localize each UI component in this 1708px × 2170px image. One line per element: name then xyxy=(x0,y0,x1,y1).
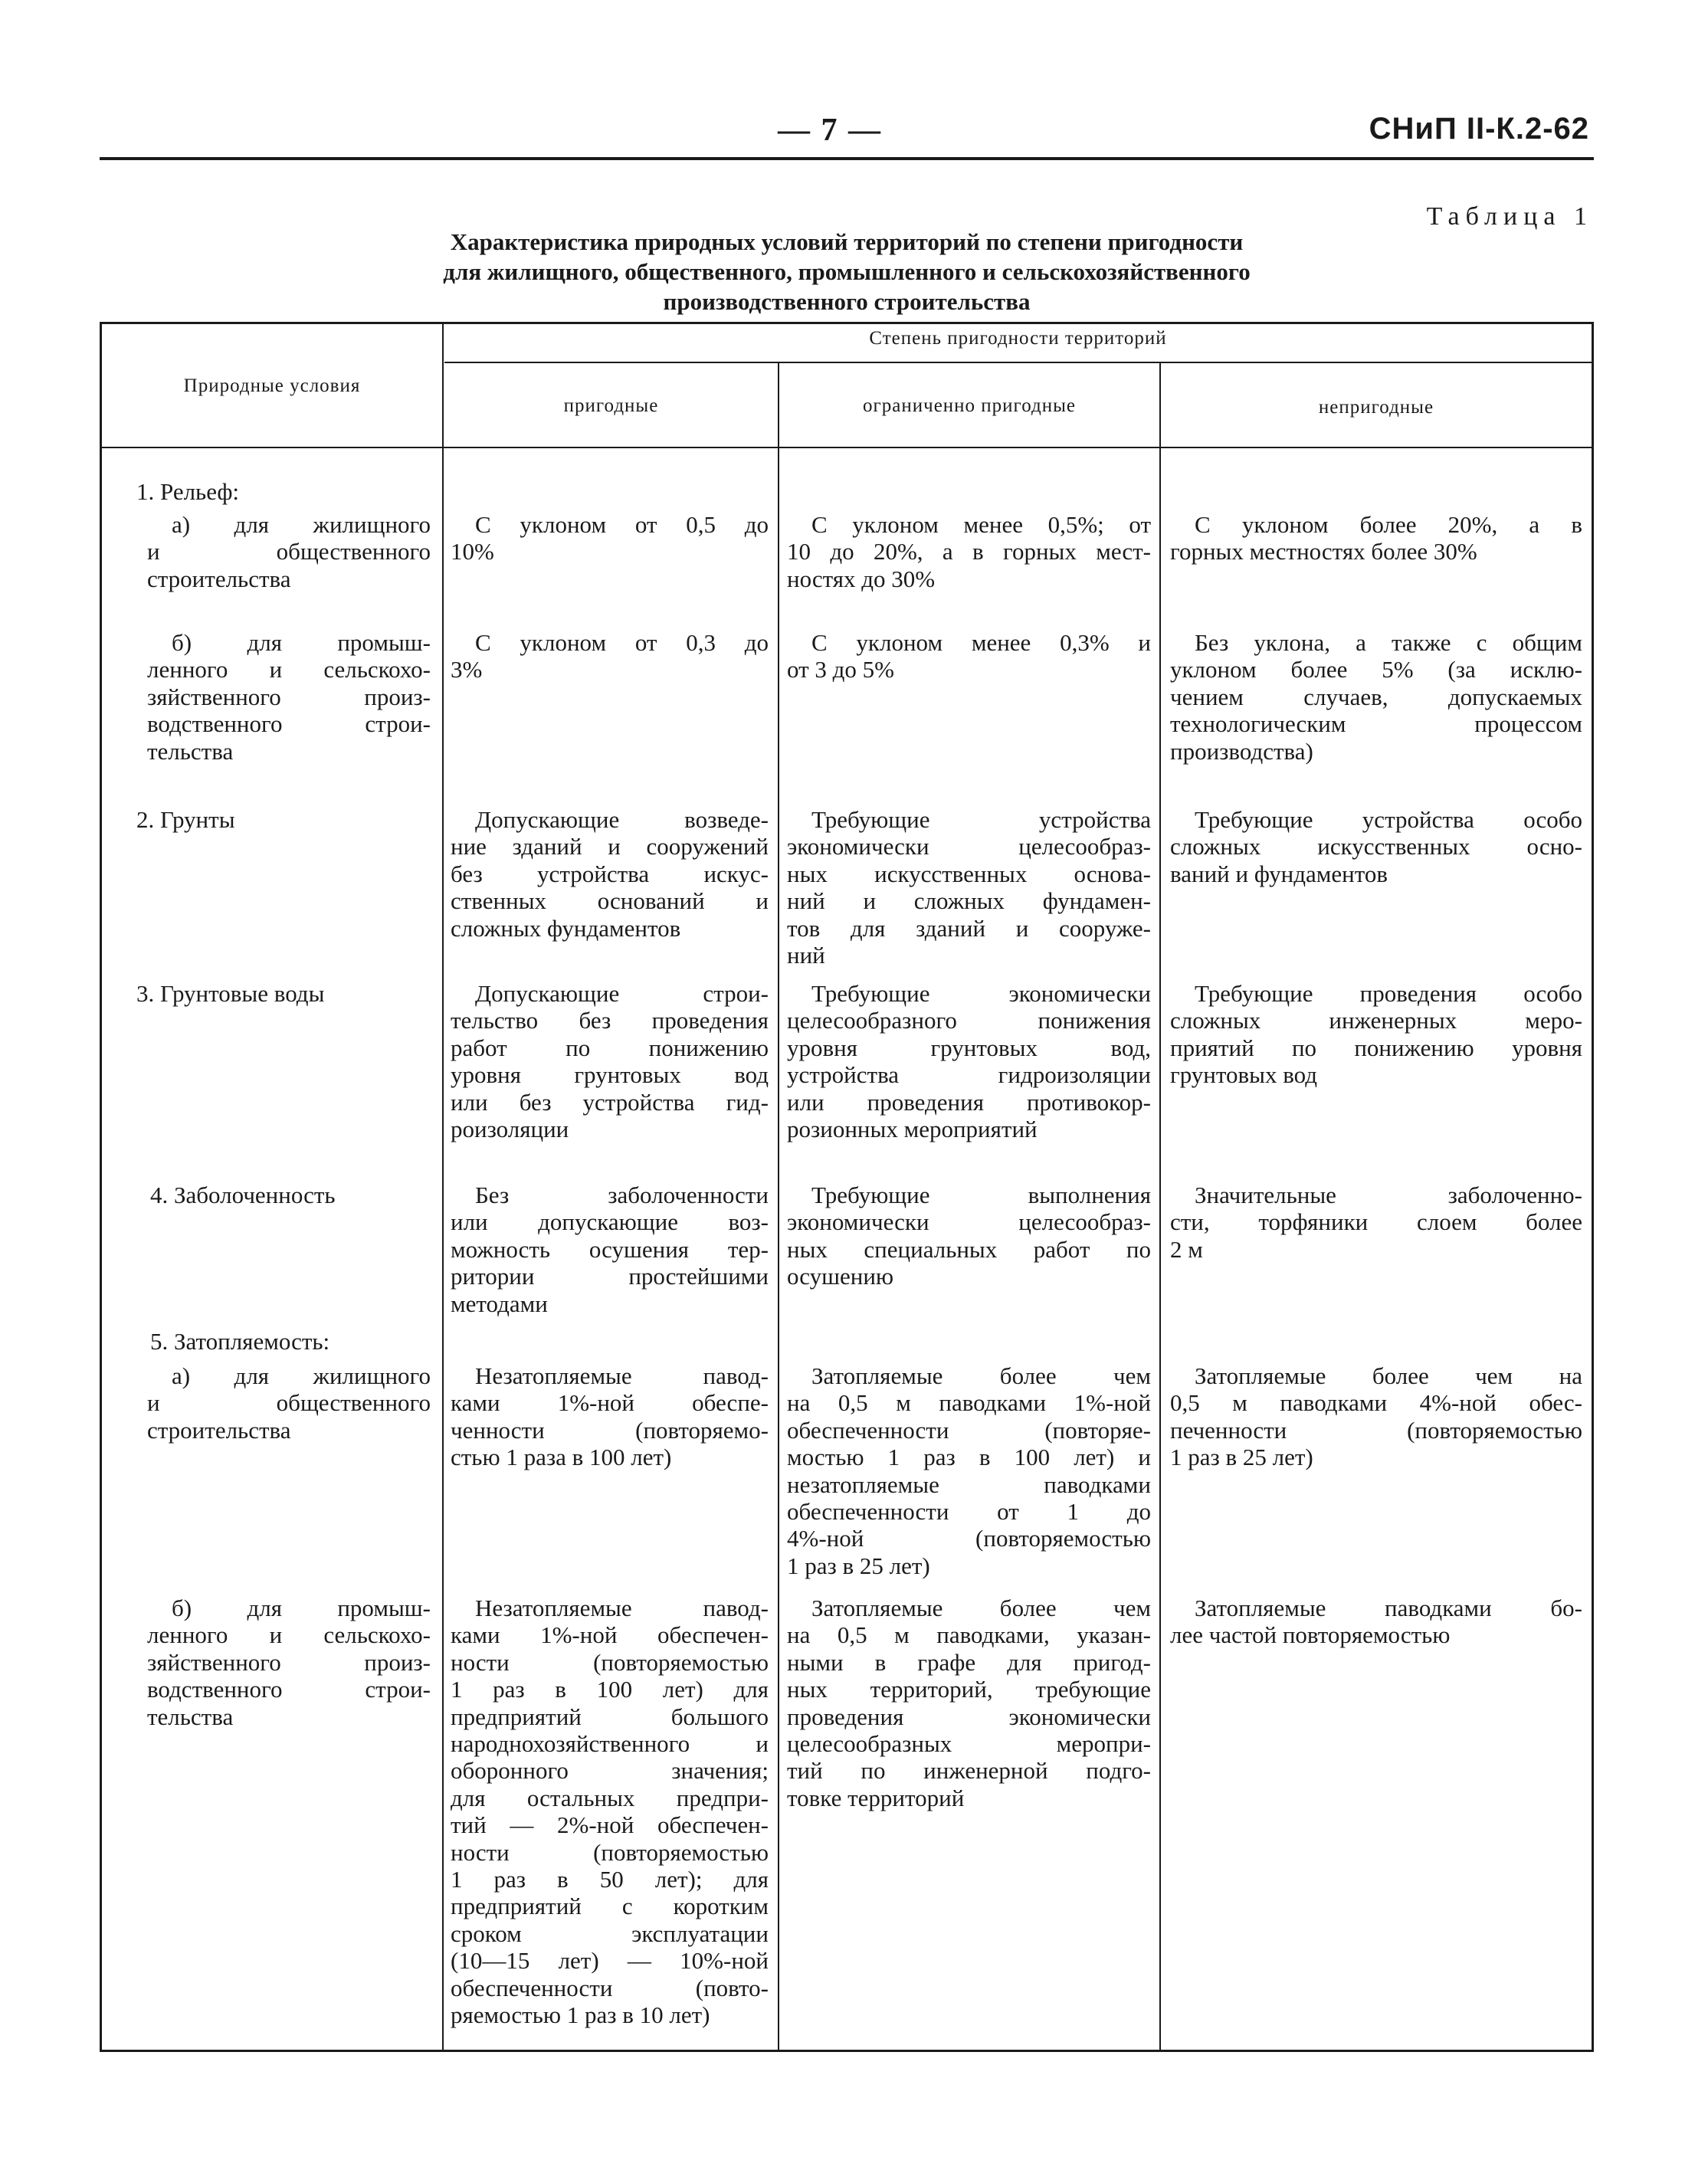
header-rule xyxy=(100,157,1594,160)
cell-line: и общественного xyxy=(147,538,431,565)
header-bottom-rule xyxy=(100,447,1594,448)
cell-line: тов для зданий и сооруже- xyxy=(787,914,1151,942)
cell-line: целесообразных меропри- xyxy=(787,1730,1151,1758)
cell-line: производства) xyxy=(1170,737,1313,765)
cell-line: на 0,5 м паводками, указан- xyxy=(787,1621,1151,1649)
cell-line: ственных оснований и xyxy=(451,887,769,915)
cell-line: приятий по понижению уровня xyxy=(1170,1034,1582,1061)
cell-suitable xyxy=(451,1182,769,1317)
cell-line: Значительные заболоченно- xyxy=(1195,1182,1582,1208)
cell-line: ных искусственных основа- xyxy=(787,860,1151,887)
table-left-border xyxy=(100,322,102,2050)
cell-line: зяйственного произ- xyxy=(147,1648,431,1676)
cell-limited xyxy=(787,980,1151,1142)
cell-line: мостью 1 раз в 100 лет) и xyxy=(787,1444,1151,1471)
cell-line: для остальных предпри- xyxy=(451,1784,769,1811)
cell-suitable xyxy=(451,511,769,565)
cell-line: Затопляемые более чем на xyxy=(1195,1362,1582,1389)
cell-suitable xyxy=(451,1595,769,2029)
cell-line: строительства xyxy=(147,1416,291,1444)
section-title: 2. Грунты xyxy=(136,806,235,833)
cell-line: тий по инженерной подго- xyxy=(787,1757,1151,1785)
cell-line: водственного строи- xyxy=(147,710,431,738)
cell-line: технологическим процессом xyxy=(1170,710,1582,738)
cell-line: или допускающие воз- xyxy=(451,1208,769,1236)
cell-line: Требующие устройства xyxy=(811,806,1151,833)
cell-line: 0,5 м паводками 4%-ной обес- xyxy=(1170,1389,1582,1417)
cell-line: сти, торфяники слоем более xyxy=(1170,1208,1582,1236)
group-header-rule xyxy=(444,362,1594,363)
cell-line: ваний и фундаментов xyxy=(1170,860,1388,887)
cell-line: ности (повторяемостью xyxy=(451,1838,769,1866)
cell-line: проведения экономически xyxy=(787,1703,1151,1730)
cell-line: стью 1 раза в 100 лет) xyxy=(451,1444,672,1471)
title-line-3: производственного строительства xyxy=(663,288,1031,315)
cell-line: ний xyxy=(787,942,825,969)
cell-line: и общественного xyxy=(147,1389,431,1417)
cell-line: Без заболоченности xyxy=(475,1182,769,1208)
cell-line: или без устройства гид- xyxy=(451,1088,769,1116)
cell-line: от 3 до 5% xyxy=(787,656,894,683)
header-suitable: пригодные xyxy=(563,395,659,416)
cell-line: С уклоном менее 0,5%; от xyxy=(811,511,1151,538)
table-right-border xyxy=(1592,322,1594,2050)
cell-line: ками 1%-ной обеспечен- xyxy=(451,1621,769,1649)
cell-line: а) для жилищного xyxy=(172,511,431,538)
cell-suitable xyxy=(451,806,769,942)
cell-line: осушению xyxy=(787,1263,894,1290)
cell-line: Затопляемые более чем xyxy=(811,1362,1151,1389)
header-suitability-group: Степень пригодности территорий xyxy=(869,328,1167,349)
cell-line: ряемостью 1 раз в 10 лет) xyxy=(451,2001,710,2029)
cell-line: горных местностях более 30% xyxy=(1170,538,1477,565)
cell-line: 2 м xyxy=(1170,1235,1203,1263)
cell-label xyxy=(147,511,431,592)
cell-line: ние зданий и сооружений xyxy=(451,833,769,860)
cell-unsuitable xyxy=(1170,629,1582,765)
cell-line: обеспеченности от 1 до xyxy=(787,1498,1151,1526)
cell-line: Незатопляемые павод- xyxy=(475,1362,769,1389)
cell-line: Затопляемые более чем xyxy=(811,1595,1151,1621)
section-title: 5. Затопляемость: xyxy=(150,1328,330,1355)
column-divider-1 xyxy=(442,322,444,2050)
cell-line: товке территорий xyxy=(787,1784,965,1811)
column-divider-3 xyxy=(1159,362,1161,2050)
cell-line: без устройства искус- xyxy=(451,860,769,887)
cell-line: С уклоном менее 0,3% и xyxy=(811,629,1151,656)
cell-unsuitable xyxy=(1170,1595,1582,1649)
cell-label xyxy=(147,1362,431,1444)
cell-line: 1 раз в 25 лет) xyxy=(1170,1444,1313,1471)
cell-line: или проведения противокор- xyxy=(787,1088,1151,1116)
cell-line: Незатопляемые павод- xyxy=(475,1595,769,1621)
cell-label xyxy=(147,629,431,765)
cell-line: зяйственного произ- xyxy=(147,683,431,710)
cell-line: ленного и сельскохо- xyxy=(147,656,431,683)
cell-line: лее частой повторяемостью xyxy=(1170,1621,1451,1649)
header-unsuitable: непригодные xyxy=(1318,397,1434,418)
cell-limited xyxy=(787,511,1151,592)
cell-line: экономически целесообраз- xyxy=(787,833,1151,860)
cell-unsuitable xyxy=(1170,806,1582,887)
cell-line: уклоном более 5% (за исклю- xyxy=(1170,656,1582,683)
cell-line: 1 раз в 25 лет) xyxy=(787,1552,930,1579)
cell-line: 1 раз в 50 лет); для xyxy=(451,1866,769,1893)
cell-suitable xyxy=(451,980,769,1142)
cell-line: сроком эксплуатации xyxy=(451,1919,769,1947)
cell-line: устройства гидроизоляции xyxy=(787,1061,1151,1089)
cell-line: чением случаев, допускаемых xyxy=(1170,683,1582,710)
document-code: СНиП II-К.2-62 xyxy=(1369,112,1589,146)
cell-line: предприятий большого xyxy=(451,1703,769,1730)
header-conditions: Природные условия xyxy=(183,375,361,396)
cell-line: Допускающие строи- xyxy=(475,980,769,1007)
cell-line: сложных искусственных осно- xyxy=(1170,833,1582,860)
cell-line: уровня грунтовых вод xyxy=(451,1061,769,1089)
cell-line: Требующие проведения особо xyxy=(1195,980,1582,1007)
cell-suitable xyxy=(451,629,769,683)
cell-line: роизоляции xyxy=(451,1116,569,1143)
cell-line: на 0,5 м паводками 1%-ной xyxy=(787,1389,1151,1417)
title-line-1: Характеристика природных условий территорий по степени пригодности xyxy=(450,228,1244,255)
cell-line: ленного и сельскохо- xyxy=(147,1621,431,1649)
title-line-2: для жилищного, общественного, промышленного и сельскохозяйственного xyxy=(443,258,1251,285)
cell-line: а) для жилищного xyxy=(172,1362,431,1389)
cell-line: (10—15 лет) — 10%-ной xyxy=(451,1947,769,1975)
cell-line: строительства xyxy=(147,565,291,592)
cell-line: предприятий с коротким xyxy=(451,1893,769,1920)
cell-line: 10% xyxy=(451,538,494,565)
cell-limited xyxy=(787,806,1151,969)
cell-line: Требующие выполнения xyxy=(811,1182,1151,1208)
cell-label xyxy=(147,1595,431,1730)
cell-line: печенности (повторяемостью xyxy=(1170,1416,1582,1444)
cell-line: уровня грунтовых вод, xyxy=(787,1034,1151,1061)
cell-limited xyxy=(787,629,1151,683)
header-limited: ограниченно пригодные xyxy=(863,395,1076,416)
cell-suitable xyxy=(451,1362,769,1471)
cell-line: ными в графе для пригод- xyxy=(787,1648,1151,1676)
table-bottom-border xyxy=(100,2050,1594,2052)
table-title xyxy=(100,227,1594,316)
cell-line: обеспеченности (повторяе- xyxy=(787,1416,1151,1444)
cell-line: ченности (повторяемо- xyxy=(451,1416,769,1444)
cell-line: методами xyxy=(451,1290,548,1317)
cell-line: С уклоном от 0,5 до xyxy=(475,511,769,538)
section-title: 4. Заболоченность xyxy=(150,1182,336,1208)
cell-line: розионных мероприятий xyxy=(787,1116,1038,1143)
cell-line: незатопляемые паводками xyxy=(787,1470,1151,1498)
cell-unsuitable xyxy=(1170,1362,1582,1471)
cell-line: обеспеченности (повто- xyxy=(451,1974,769,2001)
cell-line: тий — 2%-ной обеспечен- xyxy=(451,1811,769,1839)
cell-limited xyxy=(787,1595,1151,1811)
section-title: 1. Рельеф: xyxy=(136,478,240,505)
cell-line: 3% xyxy=(451,656,483,683)
cell-line: С уклоном от 0,3 до xyxy=(475,629,769,656)
table-top-border xyxy=(100,322,1594,324)
cell-line: б) для промыш- xyxy=(172,629,431,656)
cell-line: ритории простейшими xyxy=(451,1263,769,1290)
cell-line: ками 1%-ной обеспе- xyxy=(451,1389,769,1417)
cell-line: ных специальных работ по xyxy=(787,1235,1151,1263)
cell-unsuitable xyxy=(1170,1182,1582,1263)
cell-line: Без уклона, а также с общим xyxy=(1195,629,1582,656)
cell-line: ности (повторяемостью xyxy=(451,1648,769,1676)
cell-line: тельства xyxy=(147,737,234,765)
table-label: Таблица 1 xyxy=(1426,202,1593,231)
column-divider-2 xyxy=(778,362,779,2050)
cell-line: тельство без проведения xyxy=(451,1007,769,1034)
cell-line: ний и сложных фундамен- xyxy=(787,887,1151,915)
cell-line: 4%-ной (повторяемостью xyxy=(787,1525,1151,1552)
cell-line: водственного строи- xyxy=(147,1676,431,1703)
cell-line: народнохозяйственного и xyxy=(451,1730,769,1758)
cell-line: Затопляемые паводками бо- xyxy=(1195,1595,1582,1621)
cell-unsuitable xyxy=(1170,511,1582,565)
section-title: 3. Грунтовые воды xyxy=(136,980,325,1007)
cell-line: ностях до 30% xyxy=(787,565,936,592)
cell-line: С уклоном более 20%, а в xyxy=(1195,511,1582,538)
cell-line: 1 раз в 100 лет) для xyxy=(451,1676,769,1703)
cell-limited xyxy=(787,1362,1151,1579)
cell-unsuitable xyxy=(1170,980,1582,1089)
cell-line: можность осушения тер- xyxy=(451,1235,769,1263)
page-number: — 7 — xyxy=(778,113,882,148)
cell-line: б) для промыш- xyxy=(172,1595,431,1621)
cell-line: ных территорий, требующие xyxy=(787,1676,1151,1703)
cell-line: тельства xyxy=(147,1703,234,1730)
cell-line: экономически целесообраз- xyxy=(787,1208,1151,1236)
cell-line: сложных инженерных меро- xyxy=(1170,1007,1582,1034)
cell-line: работ по понижению xyxy=(451,1034,769,1061)
cell-line: Требующие экономически xyxy=(811,980,1151,1007)
cell-line: 10 до 20%, а в горных мест- xyxy=(787,538,1151,565)
cell-line: Допускающие возведе- xyxy=(475,806,769,833)
cell-line: оборонного значения; xyxy=(451,1757,769,1785)
cell-line: целесообразного понижения xyxy=(787,1007,1151,1034)
cell-line: грунтовых вод xyxy=(1170,1061,1318,1089)
cell-line: Требующие устройства особо xyxy=(1195,806,1582,833)
cell-line: сложных фундаментов xyxy=(451,914,681,942)
cell-limited xyxy=(787,1182,1151,1290)
